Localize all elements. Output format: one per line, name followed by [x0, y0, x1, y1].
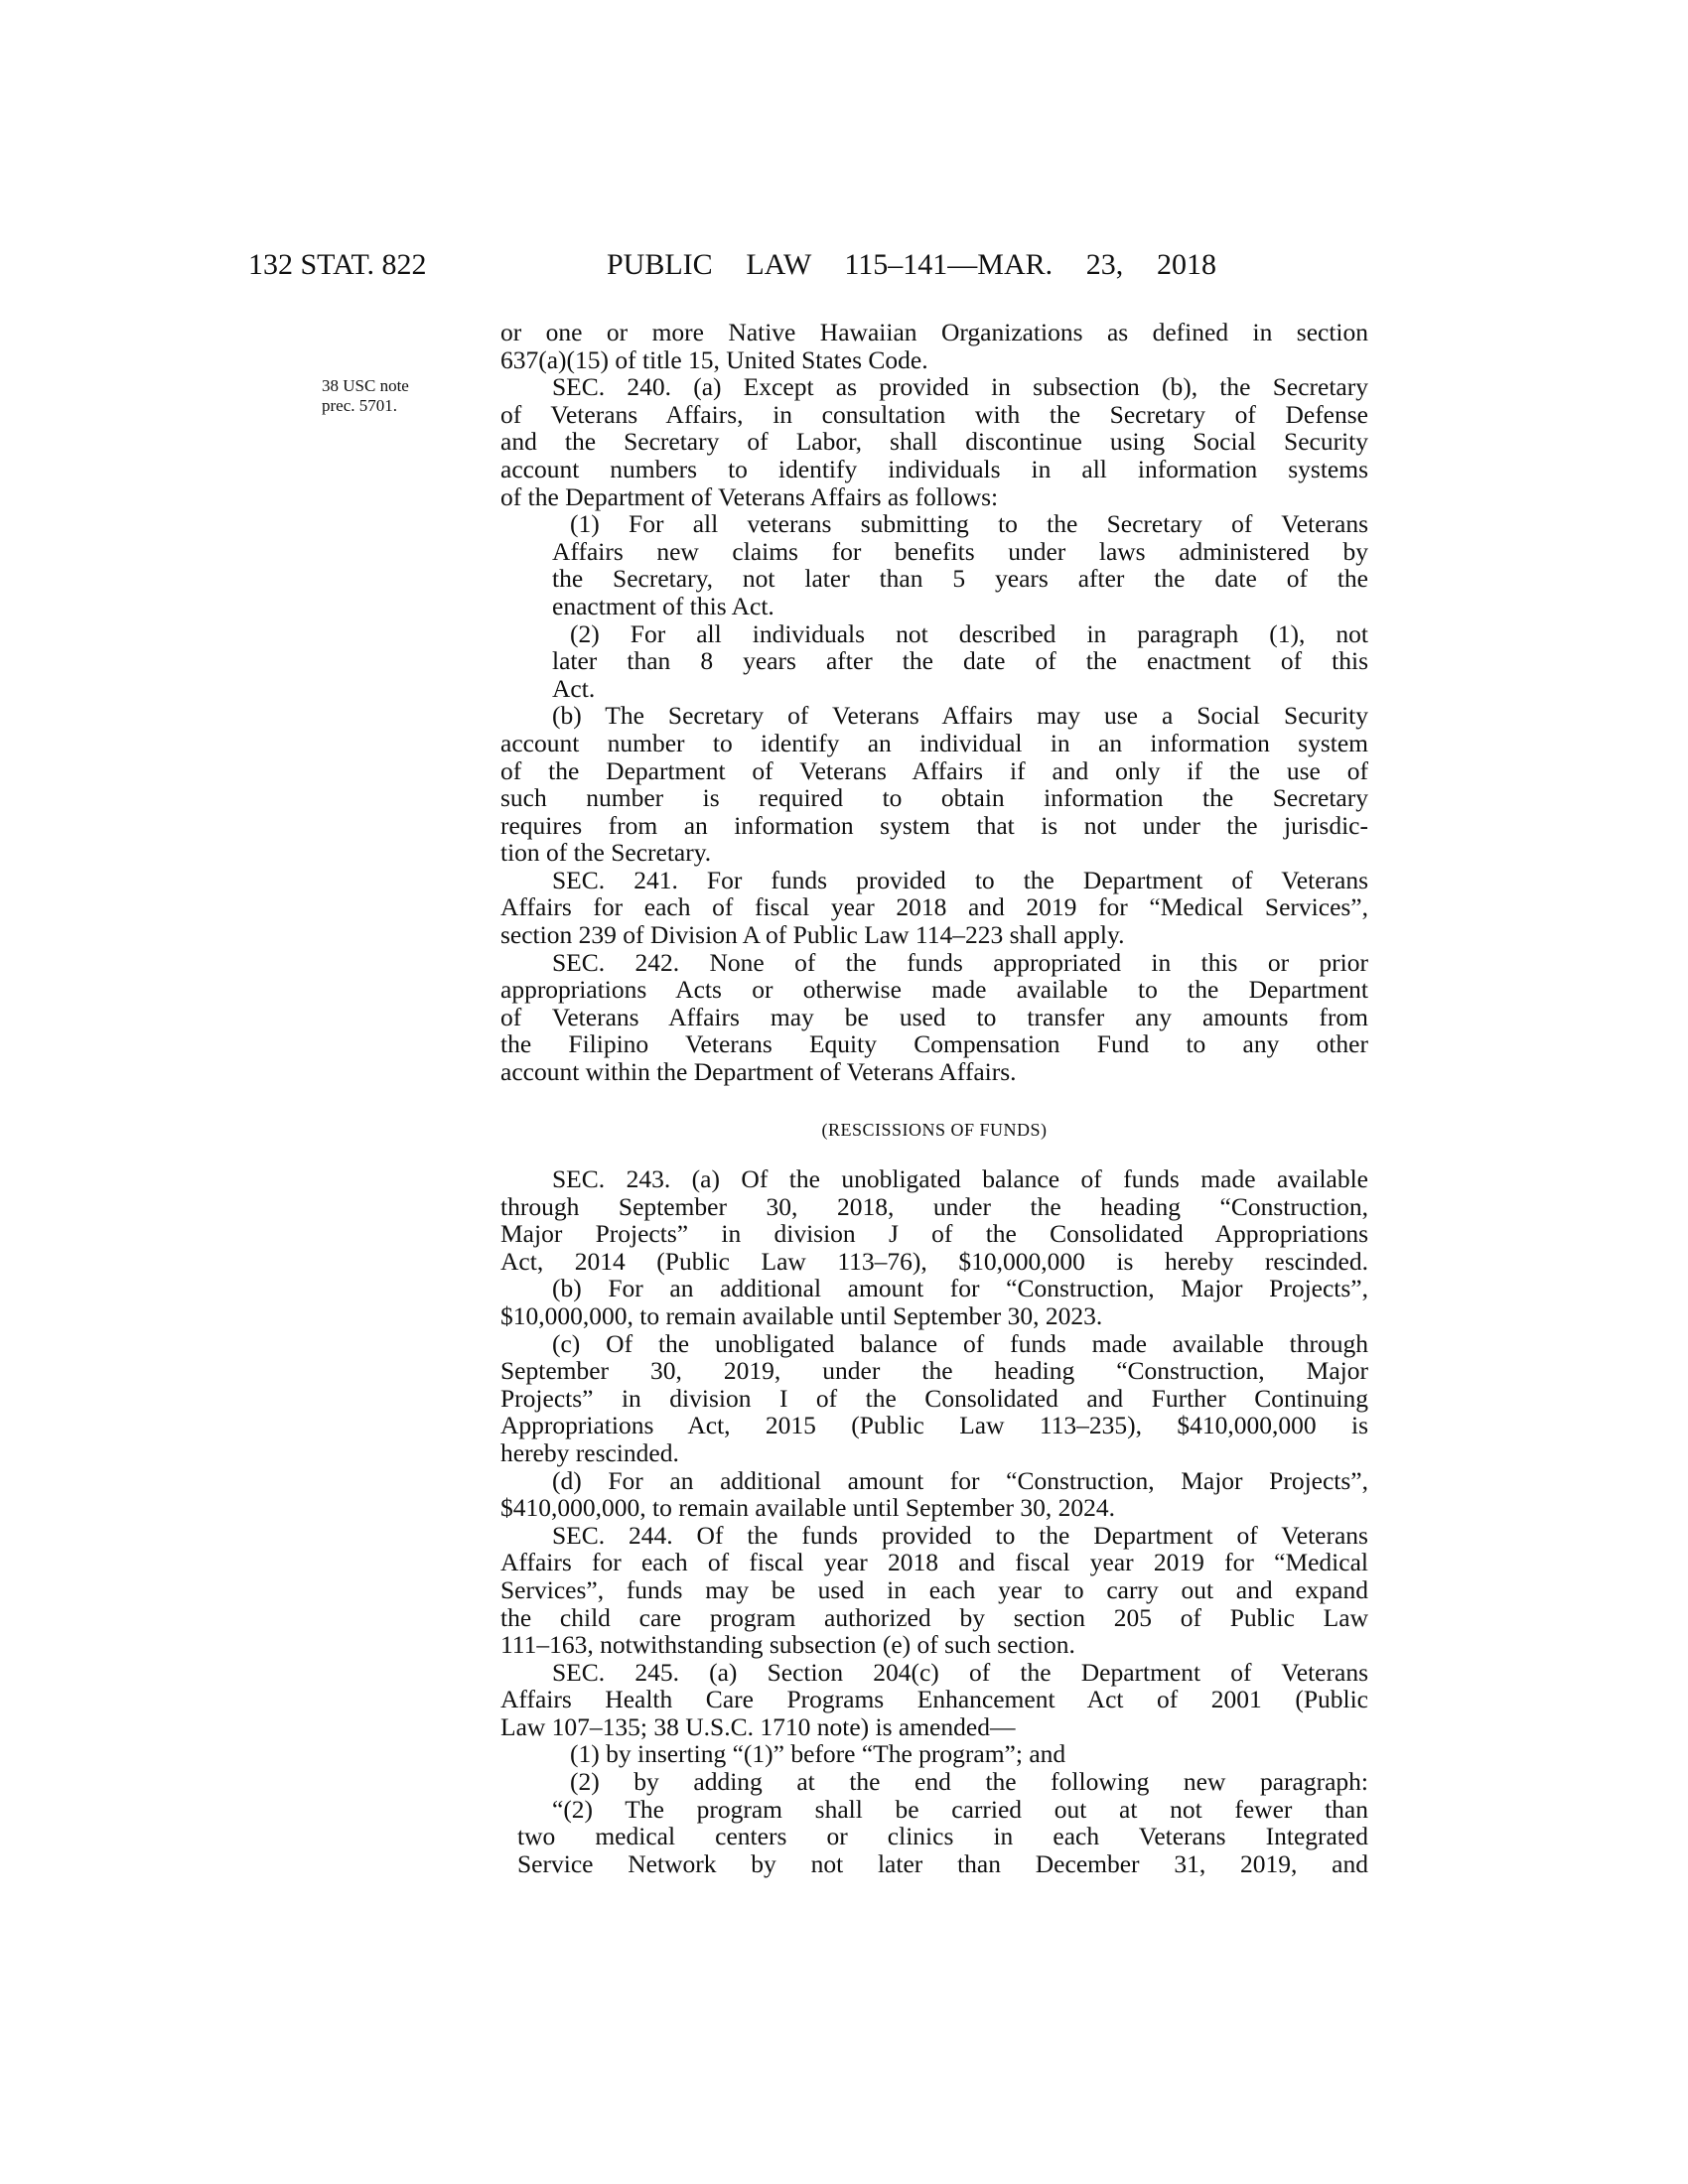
- amendment-item-2: (2) by adding at the end the following new paragraph:: [570, 1767, 1368, 1797]
- statute-page-number: 132 STAT. 822: [248, 248, 427, 281]
- text-line: appropriations Acts or otherwise made available to the Department: [500, 975, 1368, 1005]
- section-240-start: SEC. 240. (a) Except as provided in subsection (b), the Secretary: [552, 372, 1368, 402]
- text-block-sec-240-242: [500, 319, 1368, 1086]
- section-242-start: SEC. 242. None of the funds appropriated in this or prior: [552, 947, 1368, 977]
- text-line: Affairs for each of fiscal year 2018 and fiscal year 2019 for “Medical: [500, 1548, 1368, 1577]
- text-line: or one or more Native Hawaiian Organizations as defined in section: [500, 318, 1368, 346]
- text-line: such number is required to obtain information the Secretary: [500, 783, 1368, 813]
- text-line: $10,000,000, to remain available until September 30, 2023.: [500, 1300, 1103, 1330]
- text-line: hereby rescinded.: [500, 1437, 679, 1467]
- text-line: 111–163, notwithstanding subsection (e) of such section.: [500, 1630, 1075, 1660]
- section-241-start: SEC. 241. For funds provided to the Department of Veterans: [552, 865, 1368, 894]
- text-line: requires from an information system that is not under the jurisdic-: [500, 810, 1368, 840]
- margin-note: [322, 376, 409, 416]
- text-line: Affairs new claims for benefits under laws administered by: [552, 536, 1368, 566]
- paragraph-2-start: (2) For all individuals not described in paragraph (1), not: [570, 618, 1368, 648]
- text-line: Act, 2014 (Public Law 113–76), $10,000,000 is hereby rescinded.: [500, 1246, 1368, 1276]
- paragraph-1-start: (1) For all veterans submitting to the Secretary of Veterans: [570, 509, 1368, 539]
- text-line: later than 8 years after the date of the enactment of this: [552, 646, 1368, 676]
- text-block-sec-243-245: [500, 1165, 1368, 1877]
- text-line: account numbers to identify individuals in all information systems: [500, 454, 1368, 483]
- text-line: Affairs for each of fiscal year 2018 and 2019 for “Medical Services”,: [500, 892, 1368, 922]
- text-line: Act.: [552, 673, 596, 703]
- subsection-b-start: (b) For an additional amount for “Construction, Major Projects”,: [552, 1274, 1368, 1303]
- public-law-title: PUBLIC LAW 115–141—MAR. 23, 2018: [607, 248, 1216, 281]
- subsection-d-start: (d) For an additional amount for “Construction, Major Projects”,: [552, 1465, 1368, 1495]
- text-line: 637(a)(15) of title 15, United States Code.: [500, 344, 928, 374]
- text-line: $410,000,000, to remain available until September 30, 2024.: [500, 1493, 1115, 1523]
- text-line: tion of the Secretary.: [500, 838, 712, 868]
- text-line: Law 107–135; 38 U.S.C. 1710 note) is amended—: [500, 1711, 1016, 1741]
- section-244-start: SEC. 244. Of the funds provided to the Department of Veterans: [552, 1520, 1368, 1550]
- text-line: enactment of this Act.: [552, 591, 774, 620]
- text-line: the child care program authorized by section 205 of Public Law: [500, 1602, 1368, 1632]
- text-line: section 239 of Division A of Public Law 114–223 shall apply.: [500, 920, 1125, 950]
- quoted-paragraph-start: “(2) The program shall be carried out at not fewer than: [552, 1794, 1368, 1824]
- text-line: of the Department of Veterans Affairs if and only if the use of: [500, 755, 1368, 785]
- text-line: and the Secretary of Labor, shall discontinue using Social Security: [500, 427, 1368, 457]
- text-line: September 30, 2019, under the heading “Construction, Major: [500, 1356, 1368, 1386]
- text-line: of the Department of Veterans Affairs as follows:: [500, 481, 999, 511]
- section-245-start: SEC. 245. (a) Section 204(c) of the Department of Veterans: [552, 1657, 1368, 1687]
- margin-note-line: prec. 5701.: [322, 396, 398, 415]
- section-heading: (RESCISSIONS OF FUNDS): [821, 1120, 1048, 1140]
- amendment-item-1: (1) by inserting “(1)” before “The program”; and: [570, 1739, 1066, 1769]
- text-line: account within the Department of Veterans Affairs.: [500, 1057, 1017, 1087]
- text-line: the Secretary, not later than 5 years after the date of the: [552, 564, 1368, 594]
- text-line: of Veterans Affairs may be used to transfer any amounts from: [500, 1002, 1368, 1031]
- text-line: Services”, funds may be used in each year to carry out and expand: [500, 1574, 1368, 1604]
- subsection-b-start: (b) The Secretary of Veterans Affairs may use a Social Security: [552, 701, 1368, 731]
- text-line: Projects” in division I of the Consolidated and Further Continuing: [500, 1383, 1368, 1413]
- text-line: Affairs Health Care Programs Enhancement Act of 2001 (Public: [500, 1685, 1368, 1714]
- text-line: of Veterans Affairs, in consultation with the Secretary of Defense: [500, 399, 1368, 429]
- subsection-c-start: (c) Of the unobligated balance of funds made available through: [552, 1328, 1368, 1358]
- text-line: two medical centers or clinics in each Veterans Integrated: [517, 1822, 1368, 1851]
- section-243-start: SEC. 243. (a) Of the unobligated balance of funds made available: [552, 1164, 1368, 1193]
- text-line: Major Projects” in division J of the Consolidated Appropriations: [500, 1219, 1368, 1249]
- text-line: the Filipino Veterans Equity Compensation Fund to any other: [500, 1029, 1368, 1059]
- margin-note-line: 38 USC note: [322, 376, 409, 395]
- text-line: through September 30, 2018, under the heading “Construction,: [500, 1191, 1368, 1221]
- text-line: account number to identify an individual in an information system: [500, 728, 1368, 757]
- text-line: Appropriations Act, 2015 (Public Law 113–235), $410,000,000 is: [500, 1411, 1368, 1440]
- text-line: Service Network by not later than December 31, 2019, and: [517, 1848, 1368, 1878]
